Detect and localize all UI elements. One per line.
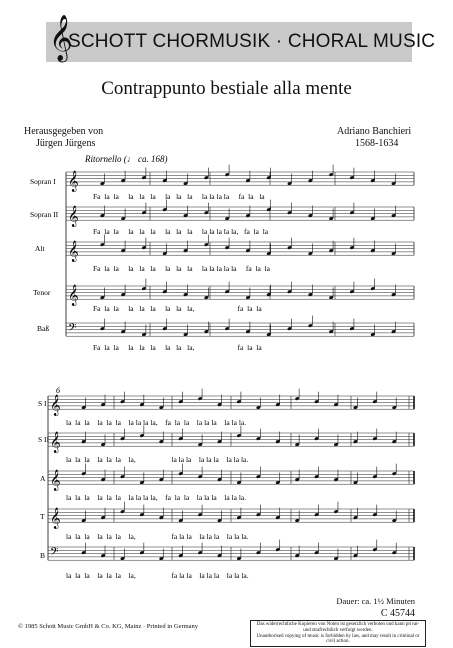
copyright-line: © 1985 Schott Music GmbH & Co. KG, Mainz · Printed in Germany [18,623,199,630]
treble-clef-icon: 𝄞 [68,171,79,193]
lyric-line: la la la la la la la, fa la la la la la la la la. [66,532,249,541]
lyric-line: la la la la la la la la la la, fa la la la la la la la la. [66,418,247,427]
voice-label: B [40,551,46,560]
treble-clef-icon: 𝄞 [50,432,61,454]
lyric-line: Fa la la la la la la la la la la la la la, fa la la [93,227,269,236]
treble-clef-icon: 𝄞 [50,508,61,530]
lyric-line: la la la la la la la, la la la la la la la la la. [66,455,249,464]
measure-number: 6 [56,386,60,395]
catalog-number: C 45744 [380,608,415,619]
piece-title: Contrappunto bestiale alla mente [101,78,352,99]
voice-label: T [40,512,45,521]
duration-note: Dauer: ca. 1½ Minuten [336,596,415,606]
voice-label: Alt [35,244,45,253]
voice-label: Baß [37,324,50,333]
tempo-marking: Ritornello (♩ ca. 168) [85,154,168,164]
voice-label: Sopran II [30,210,59,219]
composer-name: Adriano Banchieri [337,126,412,137]
series-title: SCHOTT CHORMUSIK · CHORAL MUSIC [68,31,436,52]
lyric-line: Fa la la la la la la la la, fa la la [93,304,262,313]
treble-clef-logo-icon: 𝄞 [49,15,73,61]
bass-clef-icon: 𝄢 [50,546,59,562]
treble-clef-icon: 𝄞 [50,395,61,417]
notice-german: Das widerrechtliche Kopieren von Noten ist gesetzlich verboten und kann privat- und strafrechtlich verfolgt werden. [256,622,420,633]
treble-clef-icon: 𝄞 [50,470,61,492]
lyric-line: la la la la la la la la la la, fa la la la la la la la la. [66,493,247,502]
copying-notice [250,620,426,647]
bass-clef-icon: 𝄢 [68,322,77,338]
composer-dates: 1568-1634 [355,138,399,149]
voice-label: S I [38,399,47,408]
voice-label: A [40,474,46,483]
voice-label: S II [38,435,50,444]
lyric-line: Fa la la la la la la la la la la la la fa la la [93,192,265,201]
treble-clef-icon: 𝄞 [68,206,79,228]
lyric-line: Fa la la la la la la la la la la la la la fa la la [93,264,271,273]
lyric-line: la la la la la la la, fa la la la la la la la la. [66,571,249,580]
treble-clef-icon: 𝄞 [68,285,79,307]
lyric-line: Fa la la la la la la la la, fa la la [93,343,262,352]
voice-label: Sopran I [30,177,56,186]
treble-clef-icon: 𝄞 [68,241,79,263]
voice-label: Tenor [33,288,51,297]
notice-english: Unauthorised copying of music is forbidden by law, and may result in criminal or civil action. [256,633,420,645]
editor-name: Jürgen Jürgens [36,138,96,149]
editor-label: Herausgegeben von [24,126,104,137]
